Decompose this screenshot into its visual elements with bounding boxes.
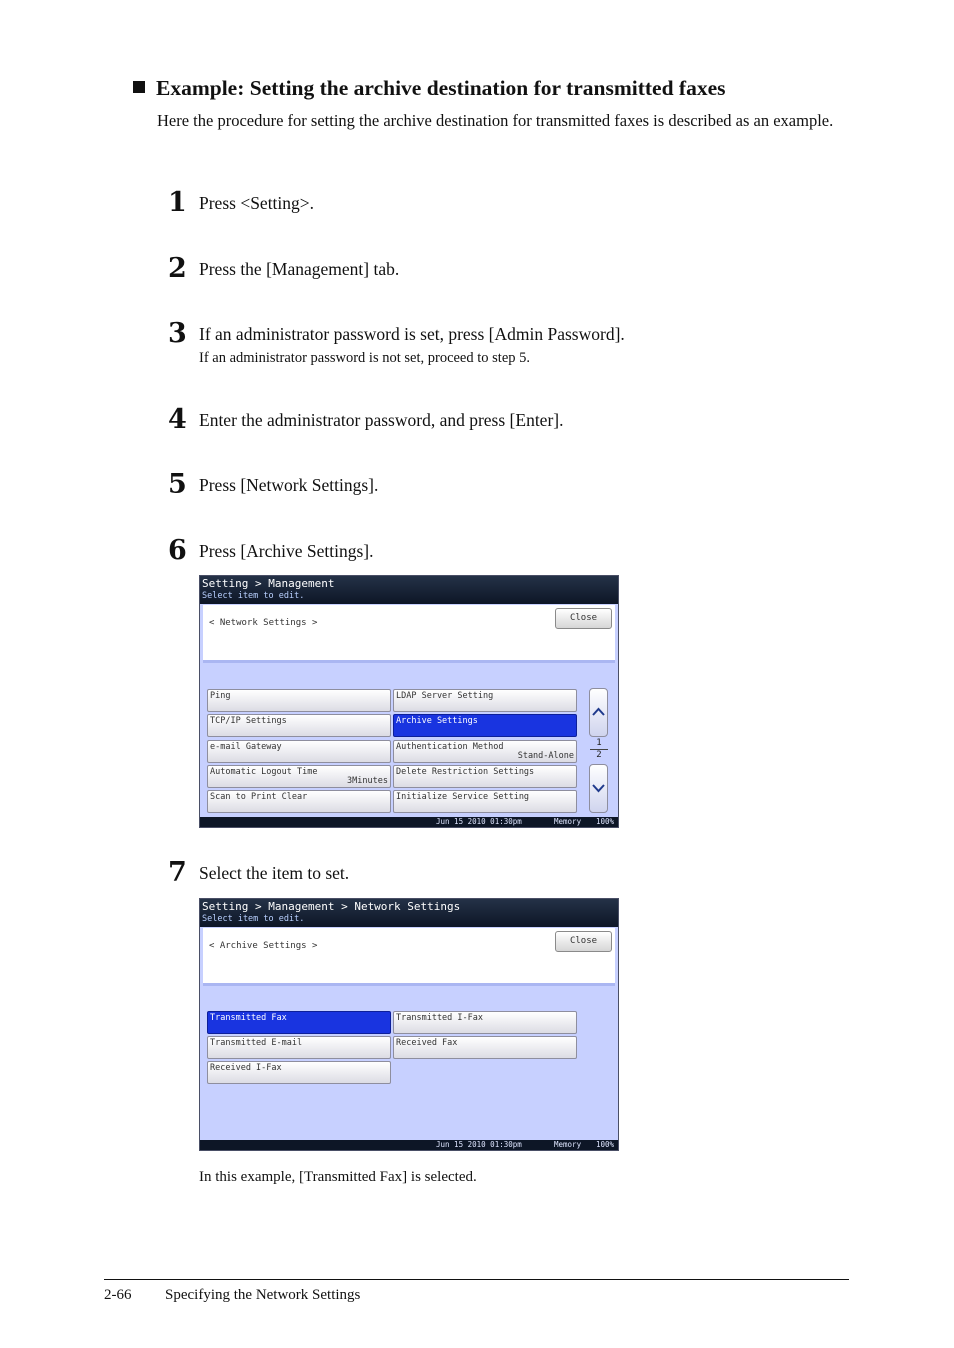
scroll-up-button[interactable] xyxy=(589,688,608,737)
button-label: Transmitted E-mail xyxy=(210,1038,303,1048)
step-number: 3 xyxy=(168,318,187,349)
step-subnote: If an administrator password is not set, proceed to step 5. xyxy=(199,350,531,366)
button-label: Scan to Print Clear xyxy=(210,792,308,802)
button-label: Received I-Fax xyxy=(210,1063,282,1073)
button-value: Stand-Alone xyxy=(517,751,574,761)
screenshot-network-settings xyxy=(199,575,619,828)
status-memory: Memory xyxy=(554,817,582,826)
screen-title: Setting > Management xyxy=(202,577,335,590)
step-text: Press [Network Settings]. xyxy=(199,475,379,495)
authentication-method-button[interactable] xyxy=(393,740,577,763)
step-number: 7 xyxy=(168,857,187,888)
step-text: Press [Archive Settings]. xyxy=(199,541,374,561)
received-ifax-button[interactable] xyxy=(207,1061,391,1084)
page-number: 2-66 xyxy=(104,1287,132,1303)
section-name: Specifying the Network Settings xyxy=(165,1287,361,1303)
status-percent: 100% xyxy=(596,1140,615,1149)
page-total: 2 xyxy=(596,750,602,760)
breadcrumb: < Archive Settings > xyxy=(209,941,318,951)
intro-paragraph: Here the procedure for setting the archive destination for transmitted faxes is described as an example. xyxy=(157,111,834,130)
archive-settings-button[interactable] xyxy=(393,714,577,737)
page-indicator xyxy=(589,738,609,761)
button-label: Transmitted Fax xyxy=(210,1013,287,1023)
step-text: Press <Setting>. xyxy=(199,193,315,213)
step-number: 1 xyxy=(168,187,187,218)
scroll-down-button[interactable] xyxy=(589,764,608,813)
step-number: 5 xyxy=(168,469,187,500)
step-text: Select the item to set. xyxy=(199,863,350,883)
transmitted-ifax-button[interactable] xyxy=(393,1011,577,1034)
close-button[interactable]: Close xyxy=(555,608,612,629)
chevron-down-icon xyxy=(592,783,605,793)
transmitted-email-button[interactable] xyxy=(207,1036,391,1059)
screen-header-area xyxy=(203,928,615,986)
square-bullet-icon xyxy=(133,81,145,93)
button-value: 3Minutes xyxy=(347,776,388,786)
button-label: Initialize Service Setting xyxy=(396,792,530,802)
button-label: Delete Restriction Settings xyxy=(396,767,535,777)
tcpip-settings-button[interactable] xyxy=(207,714,391,737)
ping-button[interactable] xyxy=(207,689,391,712)
status-date: Jun 15 2010 01:30pm xyxy=(436,1140,522,1149)
screen-subtitle: Select item to edit. xyxy=(202,591,305,601)
status-percent: 100% xyxy=(596,817,615,826)
step-text: Press the [Management] tab. xyxy=(199,259,400,279)
screenshot-archive-settings xyxy=(199,898,619,1151)
chevron-up-icon xyxy=(592,707,605,717)
automatic-logout-time-button[interactable] xyxy=(207,765,391,788)
heading-text: Example: Setting the archive destination for transmitted faxes xyxy=(156,76,726,100)
close-button[interactable]: Close xyxy=(555,931,612,952)
ldap-server-setting-button[interactable] xyxy=(393,689,577,712)
received-fax-button[interactable] xyxy=(393,1036,577,1059)
screen-subtitle: Select item to edit. xyxy=(202,914,305,924)
footer-divider xyxy=(104,1279,849,1280)
screen-titlebar xyxy=(200,899,618,927)
screen-titlebar xyxy=(200,576,618,604)
step-text: Enter the administrator password, and press [Enter]. xyxy=(199,410,564,430)
button-label: LDAP Server Setting xyxy=(396,691,494,701)
button-label: Transmitted I-Fax xyxy=(396,1013,483,1023)
button-label: Archive Settings xyxy=(396,716,478,726)
transmitted-fax-button[interactable] xyxy=(207,1011,391,1034)
button-label: Automatic Logout Time xyxy=(210,767,318,777)
step-number: 4 xyxy=(168,404,187,435)
status-bar xyxy=(200,817,618,827)
scan-to-print-clear-button[interactable] xyxy=(207,790,391,813)
initialize-service-setting-button[interactable] xyxy=(393,790,577,813)
page-current: 1 xyxy=(596,738,602,748)
button-label: Ping xyxy=(210,691,231,701)
step-number: 6 xyxy=(168,535,187,566)
example-note: In this example, [Transmitted Fax] is selected. xyxy=(199,1169,477,1185)
email-gateway-button[interactable] xyxy=(207,740,391,763)
breadcrumb: < Network Settings > xyxy=(209,618,318,628)
button-label: TCP/IP Settings xyxy=(210,716,287,726)
status-memory: Memory xyxy=(554,1140,582,1149)
step-number: 2 xyxy=(168,253,187,284)
status-bar xyxy=(200,1140,618,1150)
delete-restriction-settings-button[interactable] xyxy=(393,765,577,788)
screen-header-area xyxy=(203,605,615,663)
section-heading xyxy=(133,76,873,101)
button-label: e-mail Gateway xyxy=(210,742,282,752)
screen-title: Setting > Management > Network Settings xyxy=(202,900,461,913)
status-date: Jun 15 2010 01:30pm xyxy=(436,817,522,826)
button-label: Authentication Method xyxy=(396,742,504,752)
step-text: If an administrator password is set, press [Admin Password]. xyxy=(199,324,625,344)
button-label: Received Fax xyxy=(396,1038,458,1048)
